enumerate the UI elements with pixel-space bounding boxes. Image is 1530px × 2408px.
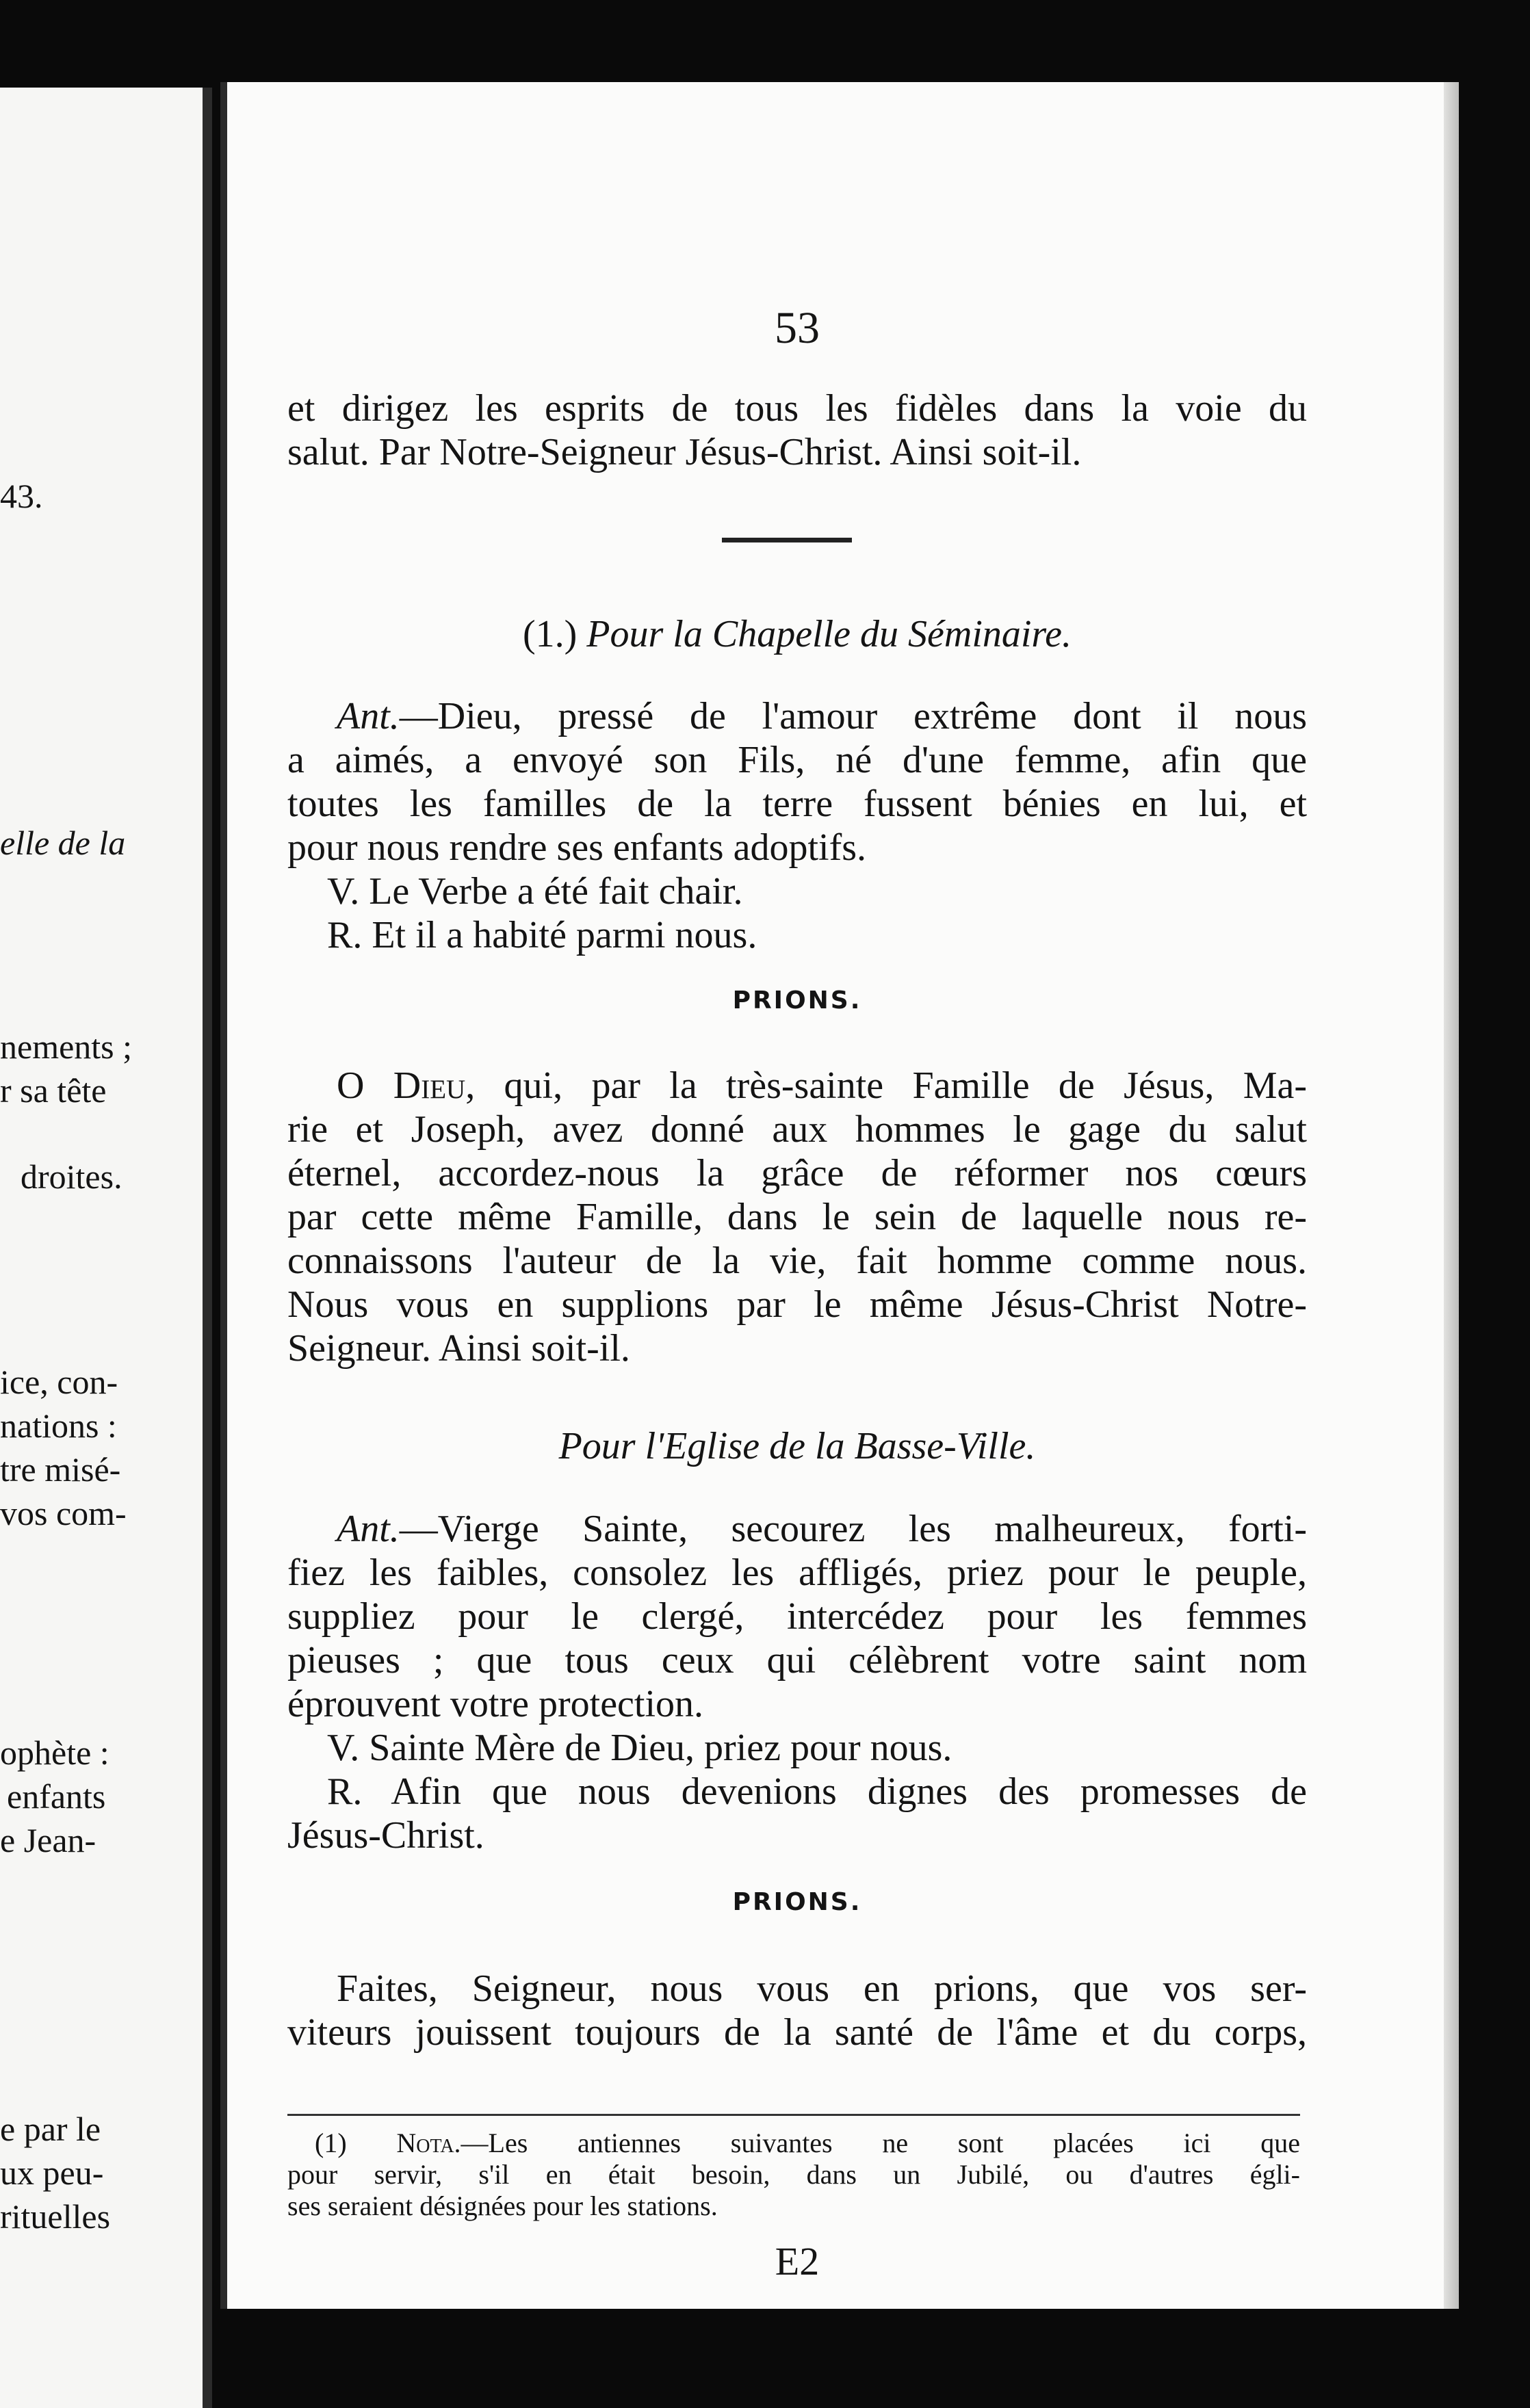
- response: R. Afin que nous devenions dignes des promesses de: [327, 1770, 1307, 1813]
- text-line: Nous vous en supplions par le même Jésus-Christ Notre-: [287, 1283, 1307, 1326]
- book-page: [220, 82, 1459, 2309]
- text-line: toutes les familles de la terre fussent bénies en lui, et: [287, 783, 1307, 825]
- left-page-text: nements ;: [0, 1028, 133, 1066]
- footnote-line: pour servir, s'il en était besoin, dans un Jubilé, ou d'autres égli-: [287, 2159, 1300, 2190]
- page-gutter: [203, 88, 212, 2408]
- left-page-text: tre misé-: [0, 1450, 121, 1489]
- left-page-fragment: [0, 88, 212, 2408]
- left-page-text: ophète :: [0, 1733, 109, 1772]
- left-page-text: ice, con-: [0, 1363, 118, 1401]
- antiphon-text: —Dieu, pressé de l'amour extrême dont il nous: [399, 695, 1307, 737]
- prayer-heading: PRIONS.: [732, 1888, 862, 1916]
- left-page-text: elle de la: [0, 824, 126, 862]
- left-page-text: ux peu-: [0, 2154, 104, 2192]
- text-line: pour nous rendre ses enfants adoptifs.: [287, 826, 867, 869]
- prayer-line: Faites, Seigneur, nous vous en prions, que vos ser-: [337, 1967, 1307, 2010]
- left-page-text: e par le: [0, 2110, 101, 2148]
- text-line: suppliez pour le clergé, intercédez pour les femmes: [287, 1595, 1307, 1638]
- antiphon-label: Ant.: [337, 1508, 400, 1550]
- prayer-line: [287, 1064, 1307, 1108]
- footnote-divider: [287, 2114, 1300, 2116]
- antiphon-label: Ant.: [337, 695, 400, 737]
- left-page-text: vos com-: [0, 1494, 127, 1532]
- left-page-text: enfants: [7, 1777, 106, 1816]
- footnote-text: .—Les antiennes suivantes ne sont placées ici que: [454, 2128, 1300, 2158]
- text-line: et dirigez les esprits de tous les fidèles dans la voie du: [287, 387, 1307, 430]
- text-line: rie et Joseph, avez donné aux hommes le gage du salut: [287, 1108, 1307, 1151]
- text-line: éprouvent votre protection.: [287, 1683, 704, 1725]
- response: R. Et il a habité parmi nous.: [327, 914, 757, 956]
- prayer-text: , qui, par la très-sainte Famille de Jésus, Ma-: [465, 1064, 1307, 1107]
- antiphon-text: —Vierge Sainte, secourez les malheureux, forti-: [399, 1508, 1307, 1550]
- page-edge: [1444, 82, 1459, 2309]
- versicle: V. Le Verbe a été fait chair.: [327, 870, 743, 913]
- signature-mark: E2: [775, 2239, 820, 2283]
- versicle: V. Sainte Mère de Dieu, priez pour nous.: [327, 1727, 952, 1769]
- section-title: Pour la Chapelle du Séminaire.: [586, 613, 1072, 655]
- text-line: Seigneur. Ainsi soit-il.: [287, 1327, 630, 1370]
- text-line: a aimés, a envoyé son Fils, né d'une femme, afin que: [287, 739, 1307, 781]
- left-page-text: nations :: [0, 1406, 117, 1445]
- text-line: viteurs jouissent toujours de la santé de l'âme et du corps,: [287, 2011, 1307, 2054]
- antiphon-line: [287, 1507, 1307, 1551]
- prayer-dieu: Dieu: [393, 1064, 466, 1107]
- section-divider: [722, 538, 852, 542]
- prayer-o: O: [337, 1064, 393, 1107]
- text-line: par cette même Famille, dans le sein de laquelle nous re-: [287, 1196, 1307, 1238]
- text-line: salut. Par Notre-Seigneur Jésus-Christ. Ainsi soit-il.: [287, 431, 1082, 473]
- page-number: 53: [775, 303, 820, 353]
- section-title: Pour l'Eglise de la Basse-Ville.: [558, 1425, 1036, 1467]
- prayer-heading: PRIONS.: [732, 986, 862, 1015]
- footnote-marker: (1): [315, 2128, 397, 2158]
- text-line: connaissons l'auteur de la vie, fait homme comme nous.: [287, 1240, 1307, 1282]
- left-page-text: e Jean-: [0, 1821, 96, 1859]
- left-page-text: droites.: [21, 1157, 122, 1196]
- text-line: pieuses ; que tous ceux qui célèbrent votre saint nom: [287, 1639, 1307, 1681]
- left-page-text: rituelles: [0, 2197, 111, 2236]
- footnote-line: ses seraient désignées pour les stations.: [287, 2190, 718, 2221]
- left-page-text: r sa tête: [0, 1071, 107, 1110]
- antiphon-line: [287, 694, 1307, 738]
- footnote-line: [287, 2128, 1300, 2159]
- text-line: fiez les faibles, consolez les affligés, priez pour le peuple,: [287, 1552, 1307, 1594]
- footnote-reference: (1.): [522, 613, 578, 655]
- footnote-nota: Nota: [396, 2128, 454, 2158]
- text-line: éternel, accordez-nous la grâce de réformer nos cœurs: [287, 1152, 1307, 1194]
- section-heading: [287, 612, 1307, 656]
- text-line: Jésus-Christ.: [287, 1814, 484, 1857]
- text-column: [287, 82, 1307, 2309]
- left-page-text: 43.: [0, 477, 43, 515]
